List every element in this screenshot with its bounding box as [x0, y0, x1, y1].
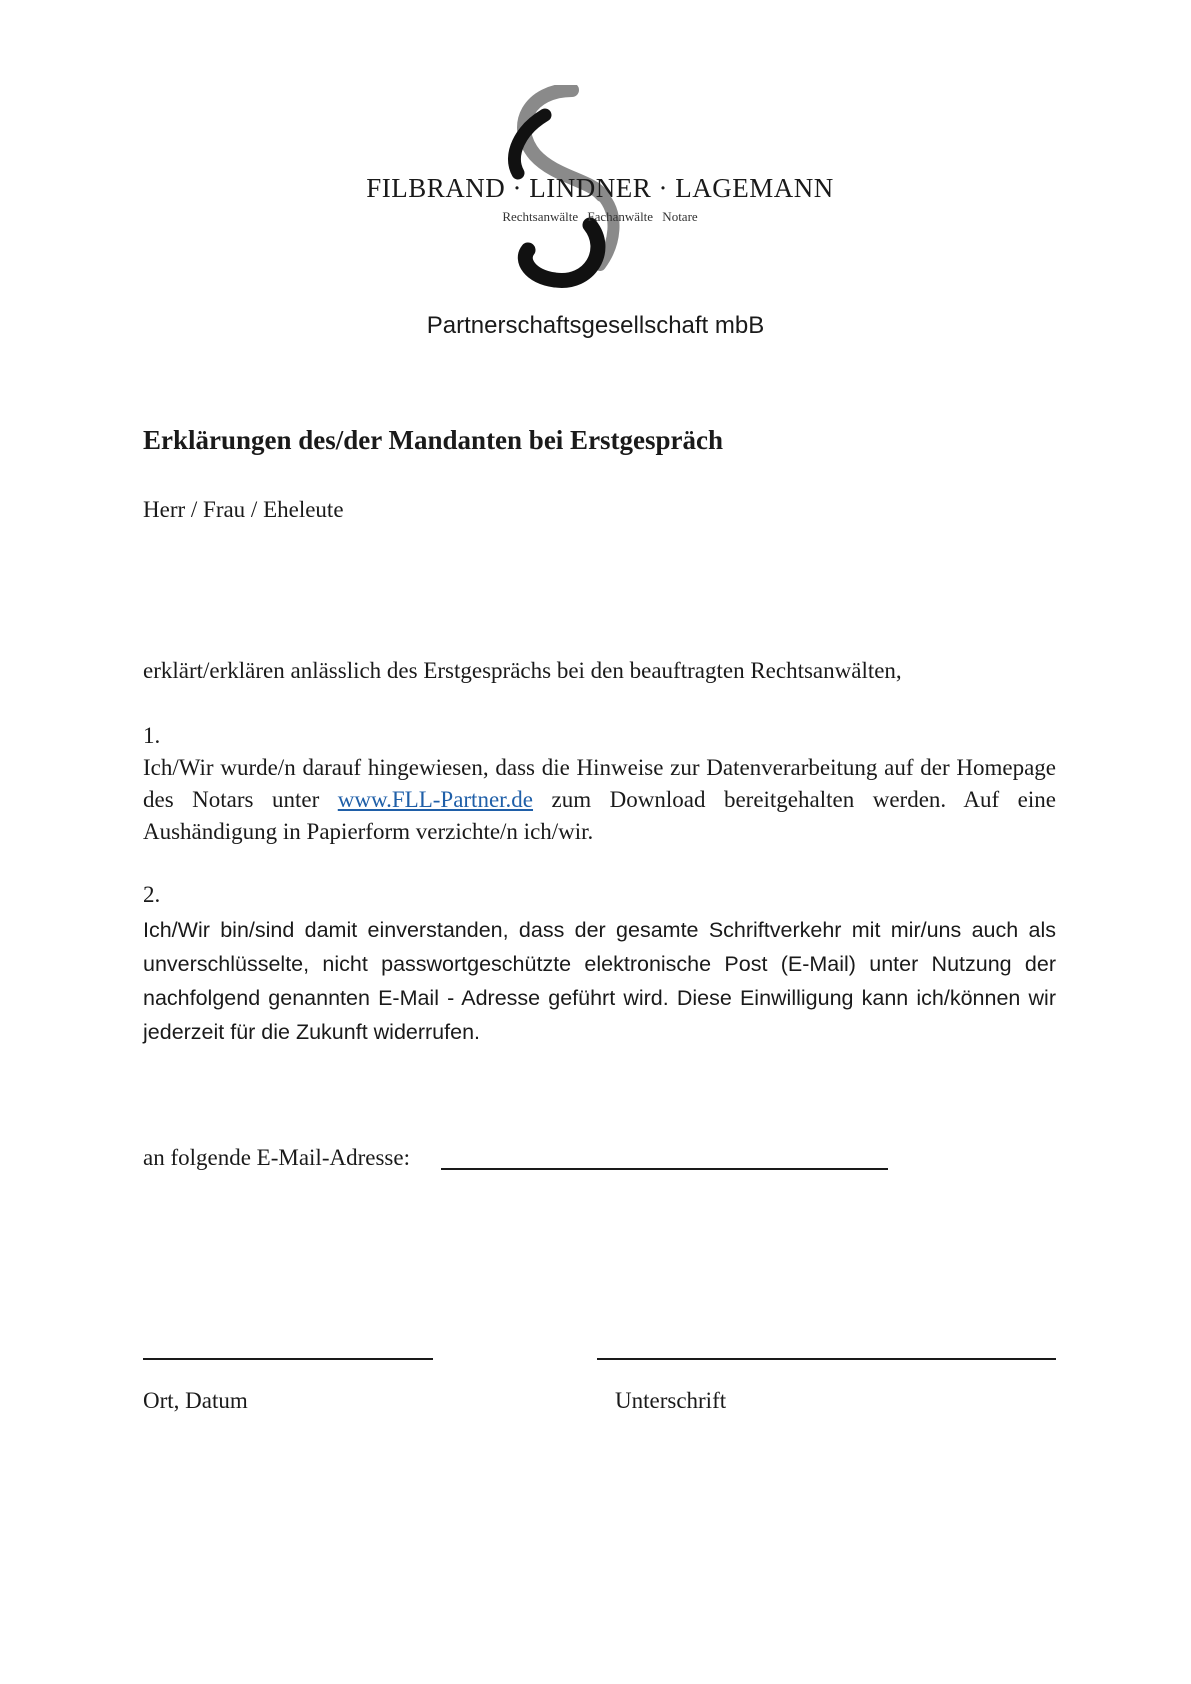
place-date-line[interactable]	[143, 1358, 433, 1360]
partnership-label: Partnerschaftsgesellschaft mbB	[426, 312, 765, 339]
salutation: Herr / Frau / Eheleute	[143, 497, 344, 522]
email-label: an folgende E-Mail-Adresse:	[143, 1145, 410, 1170]
firm-subtitle: Rechtsanwälte Fachanwälte Notare	[502, 209, 698, 224]
signature-label: Unterschrift	[615, 1388, 727, 1413]
section-2-number: 2.	[143, 882, 161, 907]
email-input-line[interactable]	[441, 1168, 888, 1170]
intro-text: erklärt/erklären anlässlich des Erstgesprächs bei den beauftragten Rechtsanwälten,	[143, 658, 902, 683]
homepage-link[interactable]: www.FLL-Partner.de	[337, 787, 534, 812]
section-1-text-before: Ich/Wir wurde/n darauf hingewiesen, dass die Hinweise zur Datenverarbeitung auf der Homepage des Notars unter	[143, 755, 1056, 812]
place-date-label: Ort, Datum	[143, 1388, 248, 1413]
section-1-text-after: zum Download bereitgehalten werden. Auf eine Aushändigung in Papierform verzichte/n ich/wir.	[143, 787, 1056, 844]
section-1-text	[143, 752, 1056, 848]
signature-line[interactable]	[597, 1358, 1056, 1360]
document-title: Erklärungen des/der Mandanten bei Erstgespräch	[143, 425, 724, 455]
section-2-text: Ich/Wir bin/sind damit einverstanden, dass der gesamte Schriftverkehr mit mir/uns auch als unverschlüsselte, nicht passwortgeschützte elektronische Post (E-Mail) unter Nutzung der nachfolgend genannten E-Mail - Adresse geführt wird. Diese Einwilligung kann ich/können wir jederzeit für die Zukunft widerrufen.	[143, 918, 1056, 1044]
section-1-number: 1.	[143, 723, 161, 748]
firm-name: FILBRAND · LINDNER · LAGEMANN	[366, 173, 834, 203]
firm-logo	[340, 85, 860, 310]
